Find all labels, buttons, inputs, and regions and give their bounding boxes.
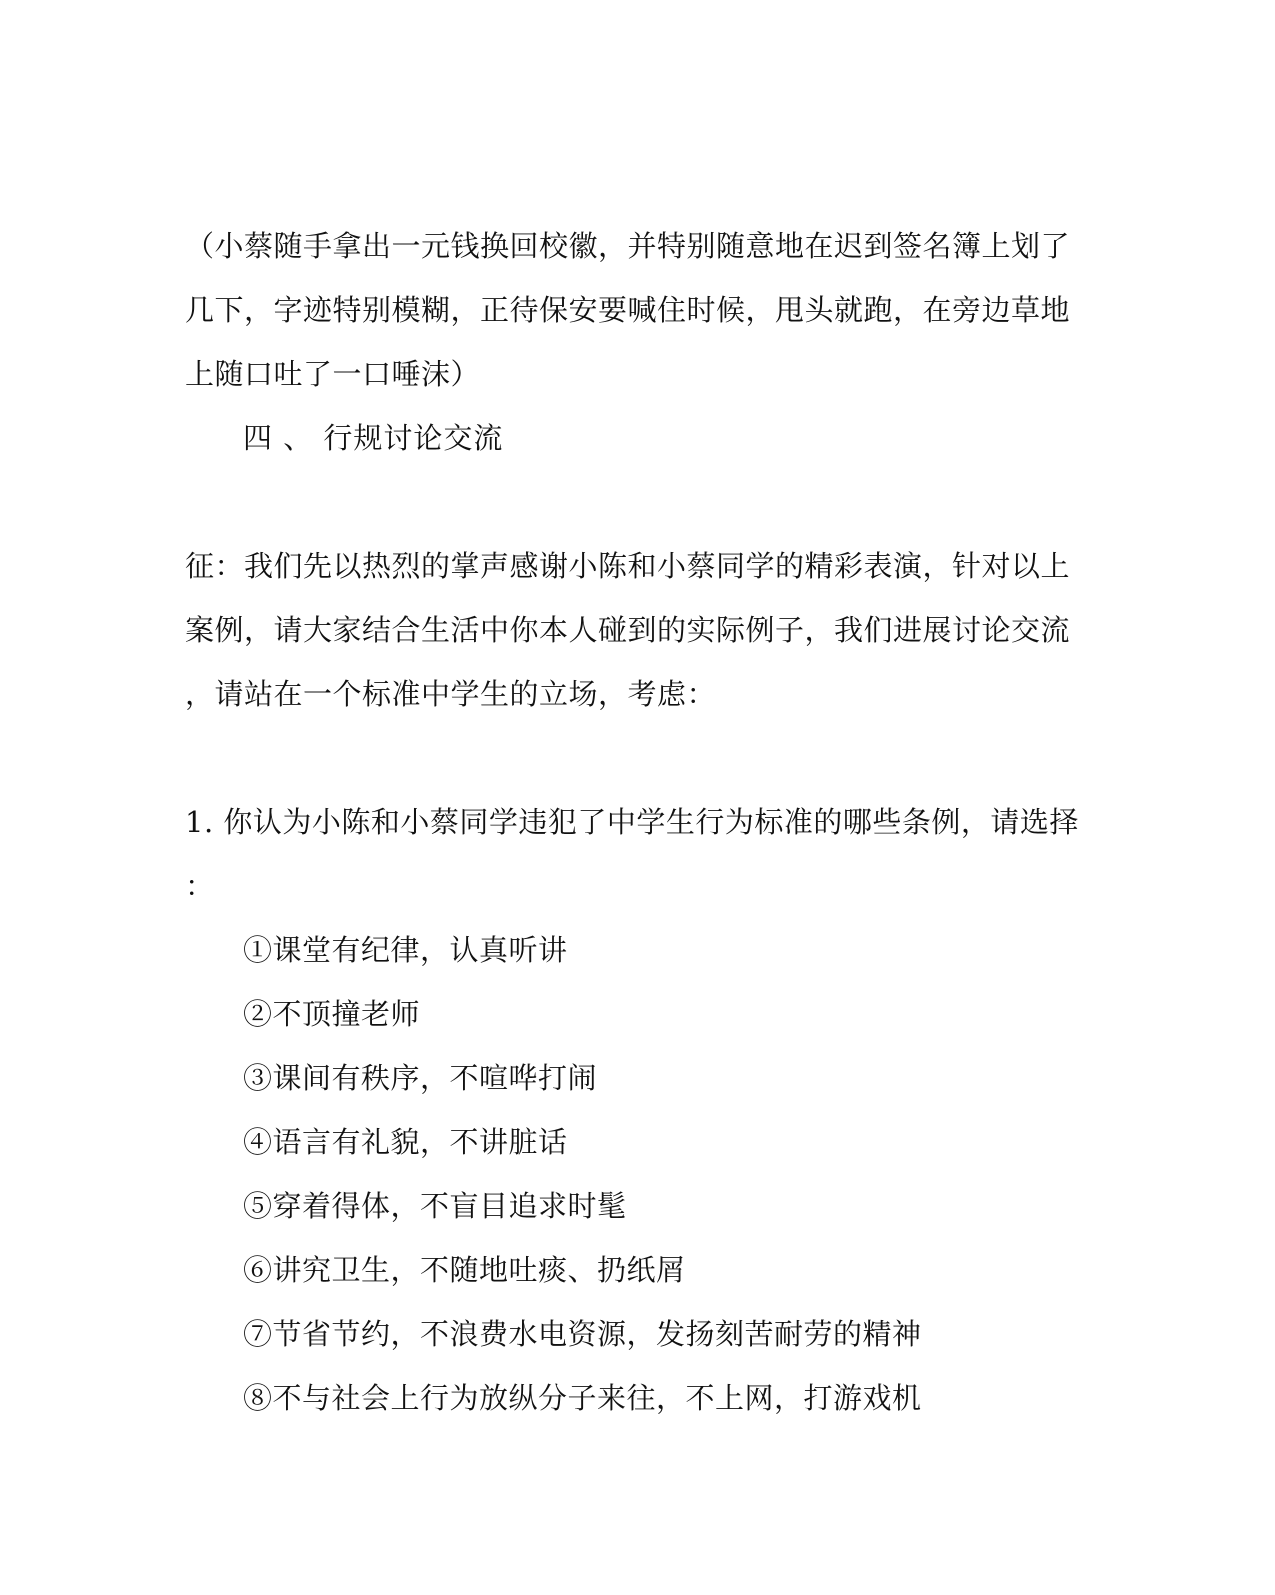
host-speech-line-2: 案例，请大家结合生活中你本人碰到的实际例子，我们进展讨论交流 bbox=[185, 613, 1071, 647]
scene-note-line-2: 几下，字迹特别模糊，正待保安要喊住时候，甩头就跑，在旁边草地 bbox=[185, 293, 1071, 327]
option-item-7: ⑦节省节约，不浪费水电资源，发扬刻苦耐劳的精神 bbox=[243, 1317, 922, 1351]
option-item-4: ④语言有礼貌，不讲脏话 bbox=[243, 1125, 568, 1159]
option-item-1: ①课堂有纪律，认真听讲 bbox=[243, 933, 568, 967]
option-item-3: ③课间有秩序，不喧哗打闹 bbox=[243, 1061, 598, 1095]
option-item-5: ⑤穿着得体，不盲目追求时髦 bbox=[243, 1189, 627, 1223]
section-heading: 四 、 行规讨论交流 bbox=[243, 421, 504, 455]
option-item-6: ⑥讲究卫生，不随地吐痰、扔纸屑 bbox=[243, 1253, 686, 1287]
host-speech-line-1: 征：我们先以热烈的掌声感谢小陈和小蔡同学的精彩表演，针对以上 bbox=[185, 549, 1071, 583]
host-speech-line-3: ，请站在一个标准中学生的立场，考虑： bbox=[185, 677, 717, 711]
question-1-line-2: ： bbox=[185, 869, 215, 903]
scene-note-line-3: 上随口吐了一口唾沫） bbox=[185, 357, 481, 391]
question-1-line-1: 1. 你认为小陈和小蔡同学违犯了中学生行为标准的哪些条例，请选择 bbox=[185, 805, 1079, 839]
scene-note-line-1: （小蔡随手拿出一元钱换回校徽，并特别随意地在迟到签名簿上划了 bbox=[185, 229, 1071, 263]
option-item-8: ⑧不与社会上行为放纵分子来往，不上网，打游戏机 bbox=[243, 1381, 922, 1415]
option-item-2: ②不顶撞老师 bbox=[243, 997, 421, 1031]
